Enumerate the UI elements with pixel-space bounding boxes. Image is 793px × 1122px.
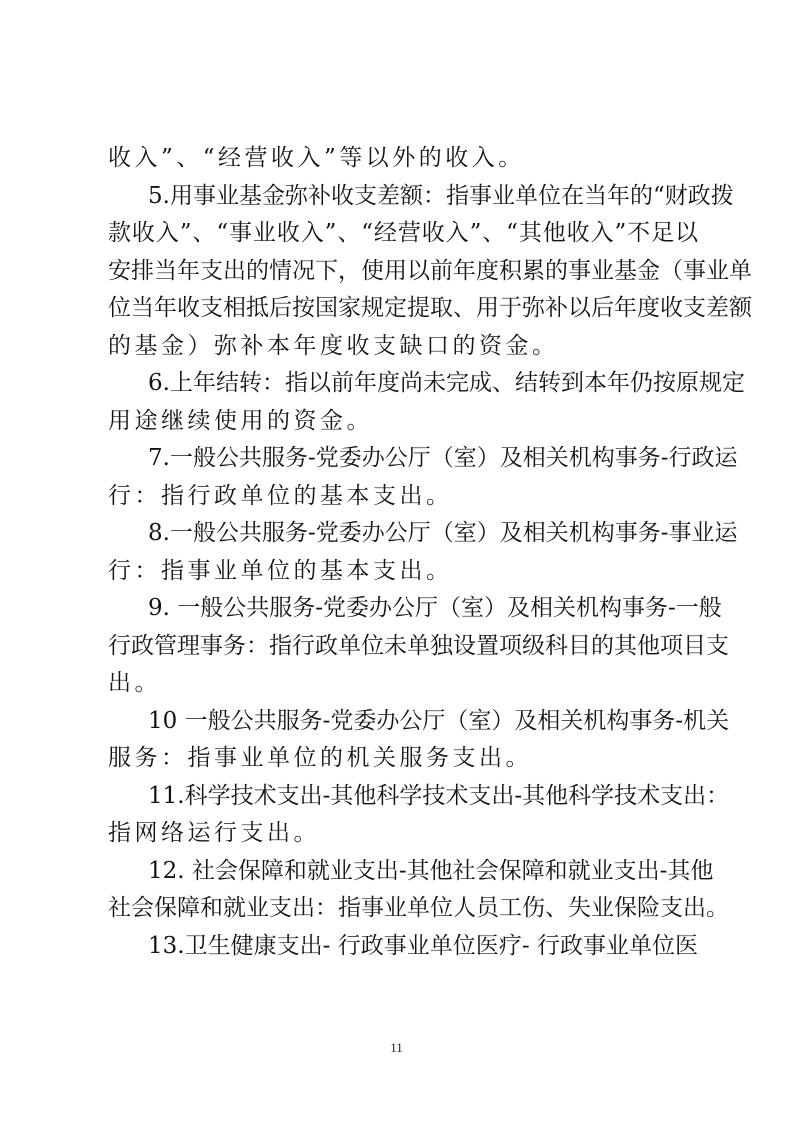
page-number: 11 [390, 1040, 403, 1055]
text-line: 9. 一般公共服务-党委办公厅（室）及相关机构事务-一般 [148, 595, 722, 621]
text-line: 行：指行政单位的基本支出。 [108, 482, 453, 509]
text-line: 的基金）弥补本年度收支缺口的资金。 [108, 332, 559, 359]
text-line: 13.卫生健康支出- 行政事业单位医疗- 行政事业单位医 [148, 932, 698, 959]
text-line: 安排当年支出的情况下，使用以前年度积累的事业基金（事业单 [108, 257, 752, 284]
text-line: 位当年收支相抵后按国家规定提取、用于弥补以后年度收支差额 [108, 295, 752, 321]
text-line: 收入”、“经营收入”等以外的收入。 [108, 145, 525, 171]
text-line: 6.上年结转：指以前年度尚未完成、结转到本年仍按原规定 [148, 370, 745, 396]
text-line: 用途继续使用的资金。 [108, 407, 373, 434]
document-body [108, 140, 752, 965]
text-line: 7.一般公共服务-党委办公厅（室）及相关机构事务-行政运 [148, 445, 738, 471]
text-line: 12. 社会保障和就业支出-其他社会保障和就业支出-其他 [148, 857, 714, 884]
text-line: 11.科学技术支出-其他科学技术支出-其他科学技术支出： [148, 782, 730, 809]
text-line: 8.一般公共服务-党委办公厅（室）及相关机构事务-事业运 [148, 520, 738, 546]
text-line: 行政管理事务：指行政单位未单独设置项级科目的其他项目支 [108, 632, 729, 659]
text-line: 行：指事业单位的基本支出。 [108, 557, 453, 584]
text-line: 出。 [108, 670, 161, 696]
text-line: 服务：指事业单位的机关服务支出。 [108, 745, 532, 771]
text-line: 5.用事业基金弥补收支差额：指事业单位在当年的“财政拨 [148, 182, 734, 209]
text-line: 指网络运行支出。 [108, 820, 320, 846]
text-line: 款收入”、“事业收入”、“经营收入”、“其他收入”不足以 [108, 220, 698, 246]
text-line: 社会保障和就业支出：指事业单位人员工伤、失业保险支出。 [108, 895, 729, 921]
text-line: 10 一般公共服务-党委办公厅（室）及相关机构事务-机关 [148, 707, 730, 734]
